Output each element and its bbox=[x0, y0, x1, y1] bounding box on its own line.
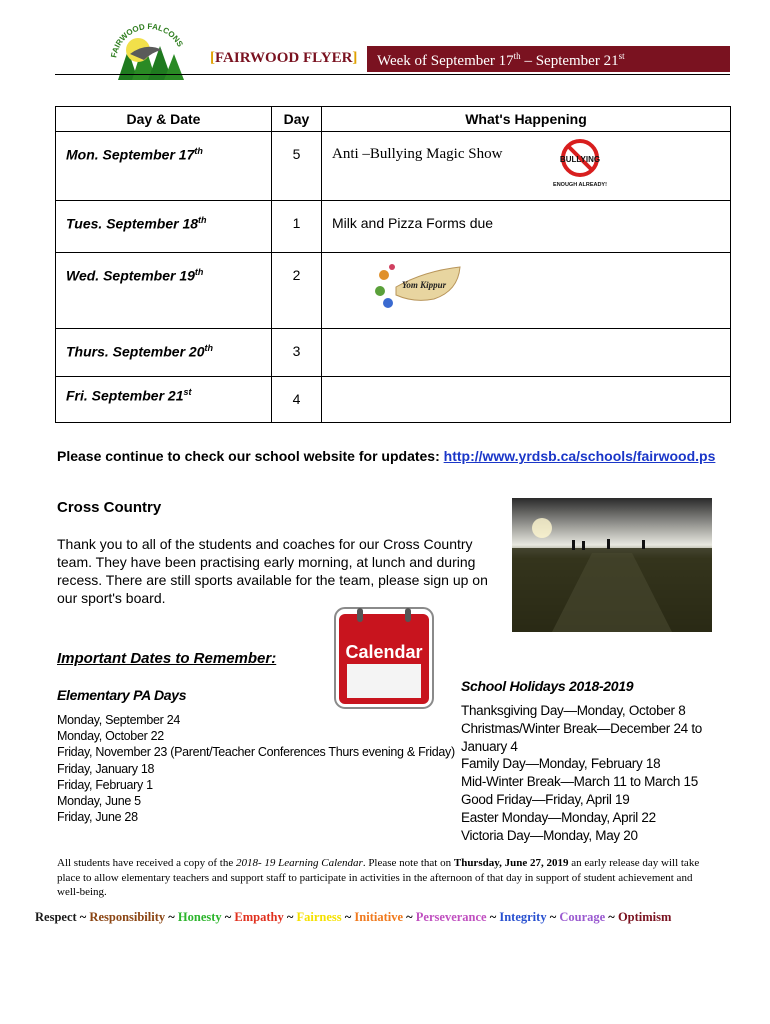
weekly-schedule-table bbox=[55, 106, 731, 423]
cross-country-field-photo bbox=[512, 498, 712, 632]
school-values-line bbox=[35, 910, 671, 925]
pa-days-heading: Elementary PA Days bbox=[57, 687, 187, 703]
value-separator: ~ bbox=[605, 910, 618, 924]
calendar-icon bbox=[333, 606, 435, 710]
row-day: 4 bbox=[272, 377, 322, 423]
logo-text: FAIRWOOD FALCONS bbox=[109, 21, 185, 59]
value-separator: ~ bbox=[283, 910, 297, 924]
table-row bbox=[56, 132, 731, 201]
list-item: Monday, June 5 bbox=[57, 794, 141, 809]
website-notice-text: Please continue to check our school website for updates: bbox=[57, 448, 444, 464]
svg-text:Yom Kippur: Yom Kippur bbox=[401, 280, 447, 290]
website-notice bbox=[57, 448, 715, 464]
row-date: Mon. September 17th bbox=[56, 132, 272, 201]
list-item: Good Friday—Friday, April 19 bbox=[461, 791, 630, 807]
value-word: Courage bbox=[559, 910, 606, 924]
fairwood-falcons-logo bbox=[108, 20, 190, 82]
list-item: Easter Monday—Monday, April 22 bbox=[461, 809, 656, 825]
school-holidays-heading: School Holidays 2018-2019 bbox=[461, 678, 634, 694]
week-of-text: Week of September 17th – September 21st bbox=[377, 51, 625, 69]
important-dates-heading: Important Dates to Remember: bbox=[57, 650, 277, 667]
value-word: Honesty bbox=[177, 910, 222, 924]
table-row bbox=[56, 329, 731, 377]
list-item: Family Day—Monday, February 18 bbox=[461, 756, 661, 772]
header-rule bbox=[55, 74, 730, 75]
list-item: Victoria Day—Monday, May 20 bbox=[461, 827, 638, 843]
row-date: Wed. September 19th bbox=[56, 253, 272, 329]
row-event bbox=[322, 329, 731, 377]
flyer-title: [FAIRWOOD FLYER] bbox=[210, 50, 358, 66]
table-header-row bbox=[56, 107, 731, 132]
value-separator: ~ bbox=[76, 910, 90, 924]
value-separator: ~ bbox=[486, 910, 500, 924]
row-date: Fri. September 21st bbox=[56, 377, 272, 423]
list-item: Friday, November 23 (Parent/Teacher Conferences Thurs evening & Friday) bbox=[57, 745, 455, 760]
svg-text:BULLYING: BULLYING bbox=[559, 155, 601, 164]
list-item: Friday, June 28 bbox=[57, 810, 138, 825]
value-word: Fairness bbox=[296, 910, 342, 924]
row-day: 1 bbox=[272, 201, 322, 253]
column-header-whats-happening: What's Happening bbox=[322, 107, 731, 132]
value-separator: ~ bbox=[403, 910, 416, 924]
cross-country-paragraph: Thank you to all of the students and coaches for our Cross Country team. They have been practising early morning, at lunch and during recess. There are still sports available for the team, please sign up on our sport's board. bbox=[57, 536, 488, 606]
school-website-link[interactable]: http://www.yrdsb.ca/schools/fairwood.ps bbox=[443, 448, 716, 464]
value-word: Initiative bbox=[354, 910, 404, 924]
learning-calendar-note: All students have received a copy of the 2018- 19 Learning Calendar. Please note that on Thursday, June 27, 2019 an early release day will take place to allow elementary teachers and support staff to participate in activities in the afternoon of that day in support of student achievement and well-being. bbox=[57, 857, 700, 898]
list-item: Friday, February 1 bbox=[57, 777, 153, 792]
svg-text:ENOUGH ALREADY!: ENOUGH ALREADY! bbox=[553, 182, 607, 188]
school-holidays-list bbox=[461, 702, 702, 844]
no-bullying-icon bbox=[552, 138, 608, 190]
value-word: Perseverance bbox=[415, 910, 487, 924]
table-row bbox=[56, 201, 731, 253]
row-date: Thurs. September 20th bbox=[56, 329, 272, 377]
list-item: Mid-Winter Break—March 11 to March 15 bbox=[461, 774, 698, 790]
list-item: Monday, September 24 bbox=[57, 713, 181, 727]
row-day: 5 bbox=[272, 132, 322, 201]
table-row bbox=[56, 253, 731, 329]
value-word: Empathy bbox=[234, 910, 284, 924]
row-day: 3 bbox=[272, 329, 322, 377]
list-item: January 4 bbox=[461, 738, 518, 754]
column-header-day: Day bbox=[272, 107, 322, 132]
list-item: Christmas/Winter Break—December 24 to bbox=[461, 720, 702, 736]
column-header-day-date: Day & Date bbox=[56, 107, 272, 132]
list-item: Friday, January 18 bbox=[57, 761, 155, 776]
row-event bbox=[322, 377, 731, 423]
row-event: Anti –Bullying Magic Show BULLYING ENOUGH ALREADY! bbox=[322, 132, 731, 201]
value-word: Optimism bbox=[617, 910, 672, 924]
row-day: 2 bbox=[272, 253, 322, 329]
value-word: Responsibility bbox=[89, 910, 166, 924]
pa-days-list bbox=[57, 712, 455, 825]
value-separator: ~ bbox=[341, 910, 355, 924]
yom-kippur-icon bbox=[374, 261, 466, 311]
cross-country-heading: Cross Country bbox=[57, 499, 162, 516]
svg-text:Calendar: Calendar bbox=[345, 642, 423, 662]
value-word: Respect bbox=[35, 910, 77, 924]
row-event bbox=[322, 253, 731, 329]
row-date: Tues. September 18th bbox=[56, 201, 272, 253]
value-separator: ~ bbox=[546, 910, 560, 924]
value-separator: ~ bbox=[221, 910, 235, 924]
row-event: Milk and Pizza Forms due bbox=[322, 201, 731, 253]
value-separator: ~ bbox=[165, 910, 178, 924]
table-row bbox=[56, 377, 731, 423]
list-item: Thanksgiving Day—Monday, October 8 bbox=[461, 703, 686, 718]
value-word: Integrity bbox=[499, 910, 547, 924]
list-item: Monday, October 22 bbox=[57, 729, 164, 744]
